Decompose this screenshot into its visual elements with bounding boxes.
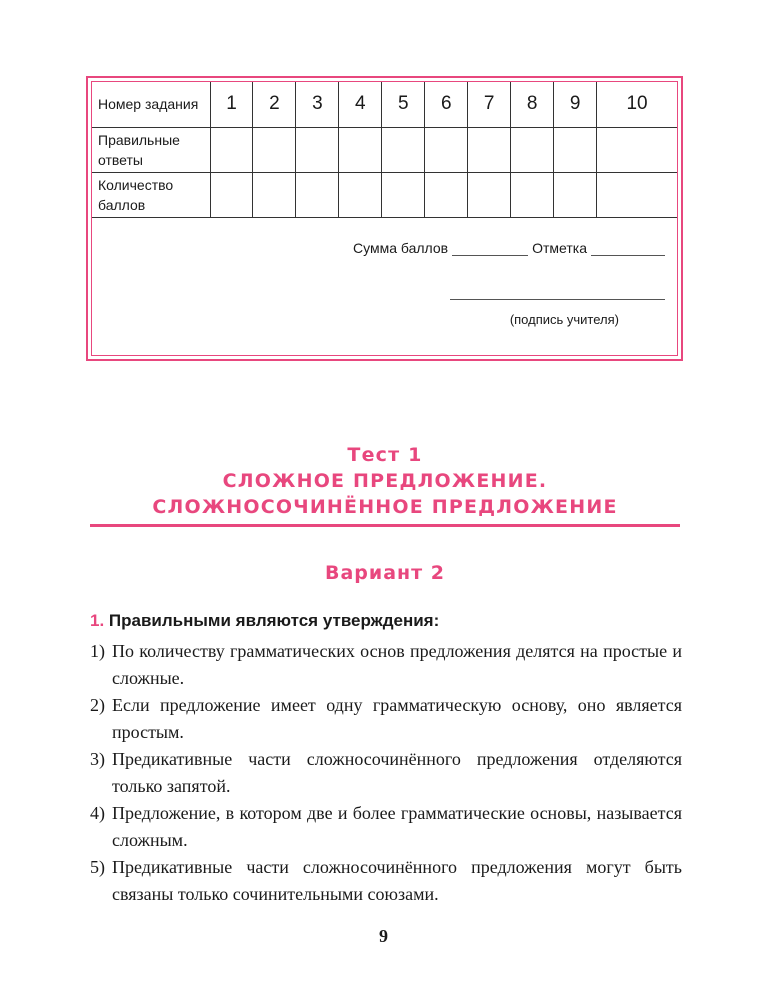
test-title-line1: СЛОЖНОЕ ПРЕДЛОЖЕНИЕ.: [222, 470, 548, 492]
option-number: 3): [90, 749, 105, 769]
option-text: Предложение, в котором две и более грамматические основы, называется сложным.: [112, 803, 682, 850]
answer-cell[interactable]: [253, 127, 296, 172]
option-number: 2): [90, 695, 105, 715]
task-number-cell: 7: [468, 82, 511, 127]
option-item: [90, 746, 682, 800]
answer-cell[interactable]: [511, 127, 554, 172]
points-cell[interactable]: [468, 172, 511, 217]
points-cell[interactable]: [554, 172, 597, 217]
task-number: 1.: [90, 611, 105, 630]
option-number: 1): [90, 641, 105, 661]
task-number-cell: 2: [253, 82, 296, 127]
task-title: [90, 610, 682, 632]
option-item: [90, 692, 682, 746]
row-points: [92, 172, 677, 217]
task-number-cell: 10: [597, 82, 677, 127]
answer-cell[interactable]: [468, 127, 511, 172]
row-correct-answers: [92, 127, 677, 172]
grade-blank[interactable]: [591, 241, 665, 256]
task-number-cell: 4: [339, 82, 382, 127]
points-cell[interactable]: [382, 172, 425, 217]
answer-cell[interactable]: [554, 127, 597, 172]
points-cell[interactable]: [210, 172, 253, 217]
task-number-cell: 9: [554, 82, 597, 127]
answer-cell[interactable]: [597, 127, 677, 172]
task-number-cell: 3: [296, 82, 339, 127]
option-item: [90, 638, 682, 692]
signature-caption: (подпись учителя): [509, 312, 619, 327]
option-text: По количеству грамматических основ предложения делятся на простые и сложные.: [112, 641, 682, 688]
signature-line[interactable]: [450, 299, 665, 300]
answer-cell[interactable]: [210, 127, 253, 172]
sum-line: [353, 240, 665, 256]
task-number-cell: 1: [210, 82, 253, 127]
grade-label: Отметка: [532, 240, 587, 256]
test-title-line2: СЛОЖНОСОЧИНЁННОЕ ПРЕДЛОЖЕНИЕ: [152, 496, 618, 518]
option-text: Предикативные части сложносочинённого предложения могут быть связаны только сочинительными союзами.: [112, 857, 682, 904]
answer-cell[interactable]: [296, 127, 339, 172]
points-cell[interactable]: [339, 172, 382, 217]
variant-title: Вариант 2: [324, 562, 445, 584]
points-cell[interactable]: [253, 172, 296, 217]
sum-blank[interactable]: [452, 241, 528, 256]
task-number-cell: 5: [382, 82, 425, 127]
answer-cell[interactable]: [339, 127, 382, 172]
points-cell[interactable]: [597, 172, 677, 217]
option-number: 5): [90, 857, 105, 877]
option-item: [90, 800, 682, 854]
option-text: Если предложение имеет одну грамматическую основу, оно является простым.: [112, 695, 682, 742]
row-label: Номер задания: [92, 82, 210, 127]
row-label: Правильные ответы: [92, 127, 210, 172]
page-number: 9: [379, 926, 388, 946]
test-number: Тест 1: [347, 444, 423, 466]
option-text: Предикативные части сложносочинённого предложения отделяются только запятой.: [112, 749, 682, 796]
task-question: Правильными являются утверждения:: [108, 611, 440, 630]
sum-label: Сумма баллов: [353, 240, 449, 256]
heading-divider: [90, 524, 680, 527]
score-table: [92, 82, 677, 218]
answer-cell[interactable]: [382, 127, 425, 172]
score-box: [86, 76, 683, 361]
points-cell[interactable]: [511, 172, 554, 217]
test-heading: [90, 442, 680, 520]
task-number-cell: 8: [511, 82, 554, 127]
row-label: Количество баллов: [92, 172, 210, 217]
row-task-number: [92, 82, 677, 127]
task-number-cell: 6: [425, 82, 468, 127]
answer-cell[interactable]: [425, 127, 468, 172]
points-cell[interactable]: [296, 172, 339, 217]
points-cell[interactable]: [425, 172, 468, 217]
task-1: [90, 610, 682, 908]
score-box-inner: [91, 81, 678, 356]
option-item: [90, 854, 682, 908]
option-number: 4): [90, 803, 105, 823]
